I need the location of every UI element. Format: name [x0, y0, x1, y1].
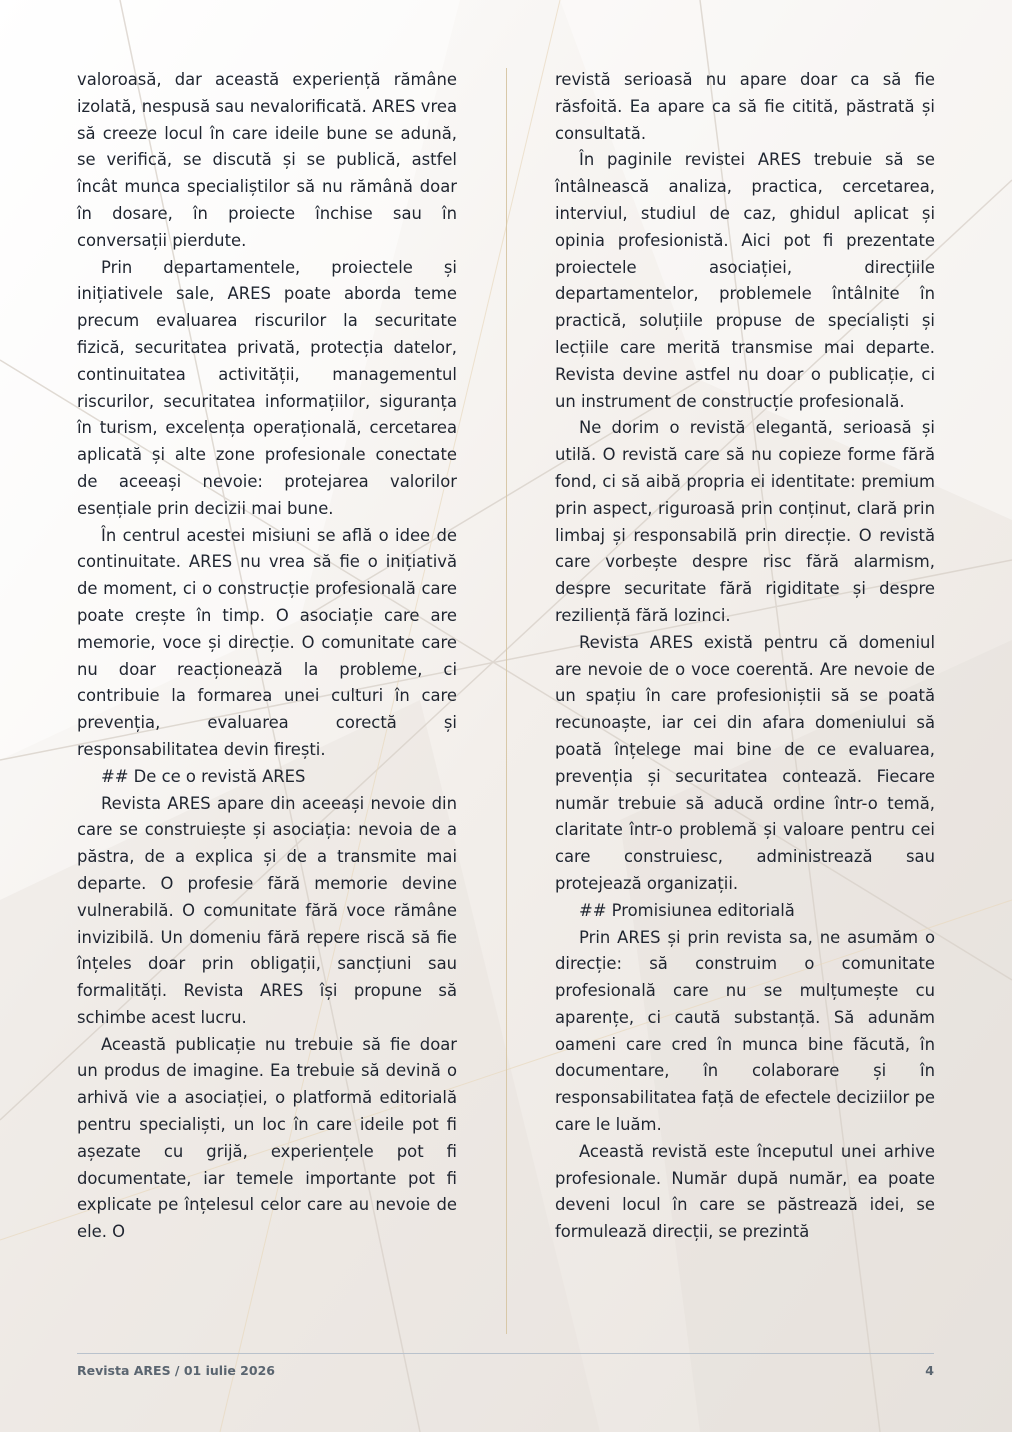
paragraph: revistă serioasă nu apare doar ca să fie răsfoită. Ea apare ca să fie citită, păstrată și consultată.: [555, 70, 935, 143]
paragraph: Prin ARES și prin revista sa, ne asumăm o direcție: să construim o comunitate profesională care nu se mulțumește cu aparențe, ci caută substanță. Să adunăm oameni care cred în munca bine făcută, în documentare, în colaborare și în responsabilitatea față de efectele deciziilor pe care le luăm.: [555, 927, 935, 1135]
page-number: 4: [925, 1363, 934, 1378]
column-divider: [506, 68, 507, 1334]
paragraph: În centrul acestei misiuni se află o idee de continuitate. ARES nu vrea să fie o inițiativă de moment, ci o construcție profesională care poate crește în timp. O asociație care are memorie, voce și direcție. O comunitate care nu doar reacționează la probleme, ci contribuie la formarea unei culturi în care prevenția, evaluarea corectă și responsabilitatea devin firești.: [77, 525, 457, 759]
paragraph: Ne dorim o revistă elegantă, serioasă și utilă. O revistă care să nu copieze forme fără fond, ci să aibă propria ei identitate: premium prin aspect, riguroasă prin conținut, clară prin limbaj și responsabilă prin direcție. O revistă care vorbește despre risc fără alarmism, despre securitate fără rigiditate și despre reziliență fără lozinci.: [555, 418, 935, 625]
right-column: [555, 67, 935, 1246]
paragraph: Revista ARES există pentru că domeniul are nevoie de o voce coerentă. Are nevoie de un spațiu în care profesioniștii să se poată recunoaște, iar cei din afara domeniului să poată înțelege mai bine de ce evaluarea, prevenția și securitatea contează. Fiecare număr trebuie să aducă ordine într-o temă, claritate într-o problemă și valoare pentru cei care construiesc, administrează sau protejează organizații.: [555, 632, 935, 893]
footer-publication: Revista ARES / 01 iulie 2026: [77, 1363, 275, 1378]
section-heading: ## Promisiunea editorială: [579, 900, 795, 920]
paragraph: Această publicație nu trebuie să fie doar un produs de imagine. Ea trebuie să devină o arhivă vie a asociației, o platformă editorială pentru specialiști, un loc în care ideile pot fi așezate cu grijă, experiențele pot fi documentate, iar temele importante pot fi explicate pe înțelesul celor care au nevoie de ele. O: [77, 1034, 457, 1242]
left-column: [77, 67, 457, 1246]
section-heading: ## De ce o revistă ARES: [101, 766, 306, 786]
paragraph: Revista ARES apare din aceeași nevoie din care se construiește și asociația: nevoia de a păstra, de a explica și de a transmite mai departe. O profesie fără memorie devine vulnerabilă. O comunitate fără voce rămâne invizibilă. Un domeniu fără repere riscă să fie înțeles doar prin obligații, sancțiuni sau formalități. Revista ARES își propune să schimbe acest lucru.: [77, 793, 457, 1027]
paragraph: valoroasă, dar această experiență rămâne izolată, nespusă sau nevalorificată. ARES vrea să creeze locul în care ideile bune se adună, se verifică, se discută și se publică, astfel încât munca specialiștilor să nu rămână doar în dosare, în proiecte închise sau în conversații pierdute.: [77, 70, 457, 250]
footer-divider: [77, 1353, 934, 1354]
paragraph: În paginile revistei ARES trebuie să se întâlnească analiza, practica, cercetarea, interviul, studiul de caz, ghidul aplicat și opinia profesionistă. Aici pot fi prezentate proiectele asociației, direcțiile departamentelor, problemele întâlnite în practică, soluțiile propuse de specialiști și lecțiile care merită transmise mai departe. Revista devine astfel nu doar o publicație, ci un instrument de construcție profesională.: [555, 150, 935, 411]
paragraph: Această revistă este începutul unei arhive profesionale. Număr după număr, ea poate deveni locul în care se păstrează idei, se formulează direcții, se prezintă: [555, 1141, 935, 1242]
paragraph: Prin departamentele, proiectele și inițiativele sale, ARES poate aborda teme precum evaluarea riscurilor la securitate fizică, securitatea privată, protecția datelor, continuitatea activității, managementul riscurilor, securitatea informațiilor, siguranța în turism, excelența operațională, cercetarea aplicată și alte zone profesionale conectate de aceeași nevoie: protejarea valorilor esențiale prin decizii mai bune.: [77, 257, 457, 518]
